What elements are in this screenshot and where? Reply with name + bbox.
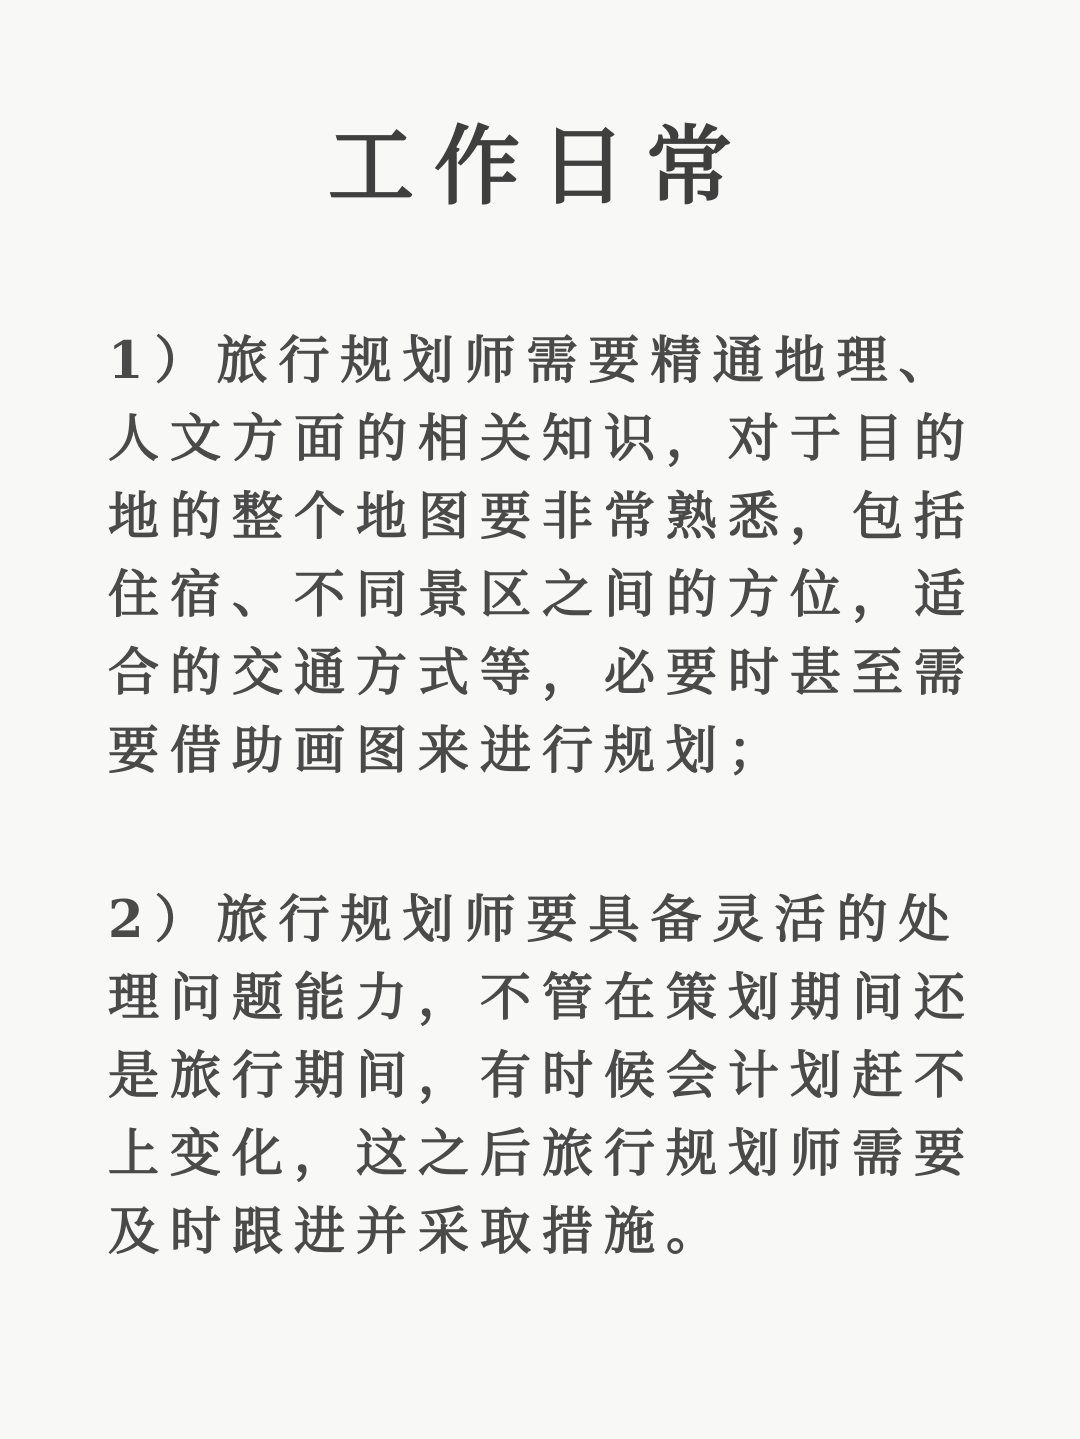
page-title: 工作日常 (328, 116, 752, 217)
paragraph-1: 1）旅行规划师需要精通地理、人文方面的相关知识，对于目的地的整个地图要非常熟悉，包括住宿、不同景区之间的方位，适合的交通方式等，必要时甚至需要借助画图来进行规划； (108, 331, 977, 781)
paragraph-2: 2）旅行规划师要具备灵活的处理问题能力，不管在策划期间还是旅行期间，有时候会计划赶不上变化，这之后旅行规划师需要及时跟进并采取措施。 (108, 890, 977, 1262)
